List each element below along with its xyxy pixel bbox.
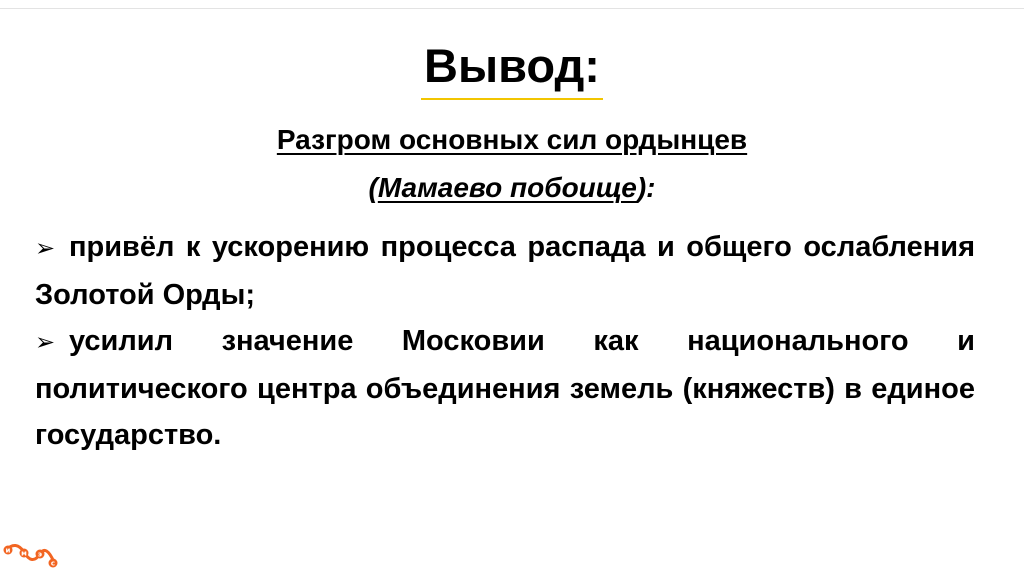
imes-logo: [2, 536, 58, 572]
list-item: [35, 224, 975, 318]
title-accent-underline: [421, 98, 603, 100]
logo-wave-line: [6, 545, 54, 562]
arrow-bullet-icon: ➢: [35, 329, 56, 356]
subtitle-close-paren: ):: [636, 172, 656, 203]
subtitle-line-2: [0, 168, 1024, 208]
slide-top-border: [0, 0, 1024, 9]
subtitle-line-1-text: Разгром основных сил ордынцев: [276, 124, 748, 155]
conclusion-list: [35, 224, 975, 458]
slide-title: Вывод:: [424, 39, 600, 92]
list-item-text: усилил значение Московии как национального и политического центра объединения земель (княжеств) в единое государство.: [35, 325, 975, 451]
list-item: [35, 318, 975, 458]
logo-letter: с: [50, 559, 56, 568]
subtitle-open-paren: (: [368, 172, 378, 203]
logo-letter: м: [21, 549, 27, 558]
arrow-bullet-icon: ➢: [35, 235, 56, 262]
list-item-text: привёл к ускорению процесса распада и общего ослабления Золотой Орды;: [35, 231, 975, 311]
subtitle-battle-name: Мамаево побоище: [377, 172, 637, 203]
subtitle-line-1: [0, 120, 1024, 160]
logo-letter: э: [37, 550, 43, 559]
logo-letter: и: [5, 546, 11, 555]
